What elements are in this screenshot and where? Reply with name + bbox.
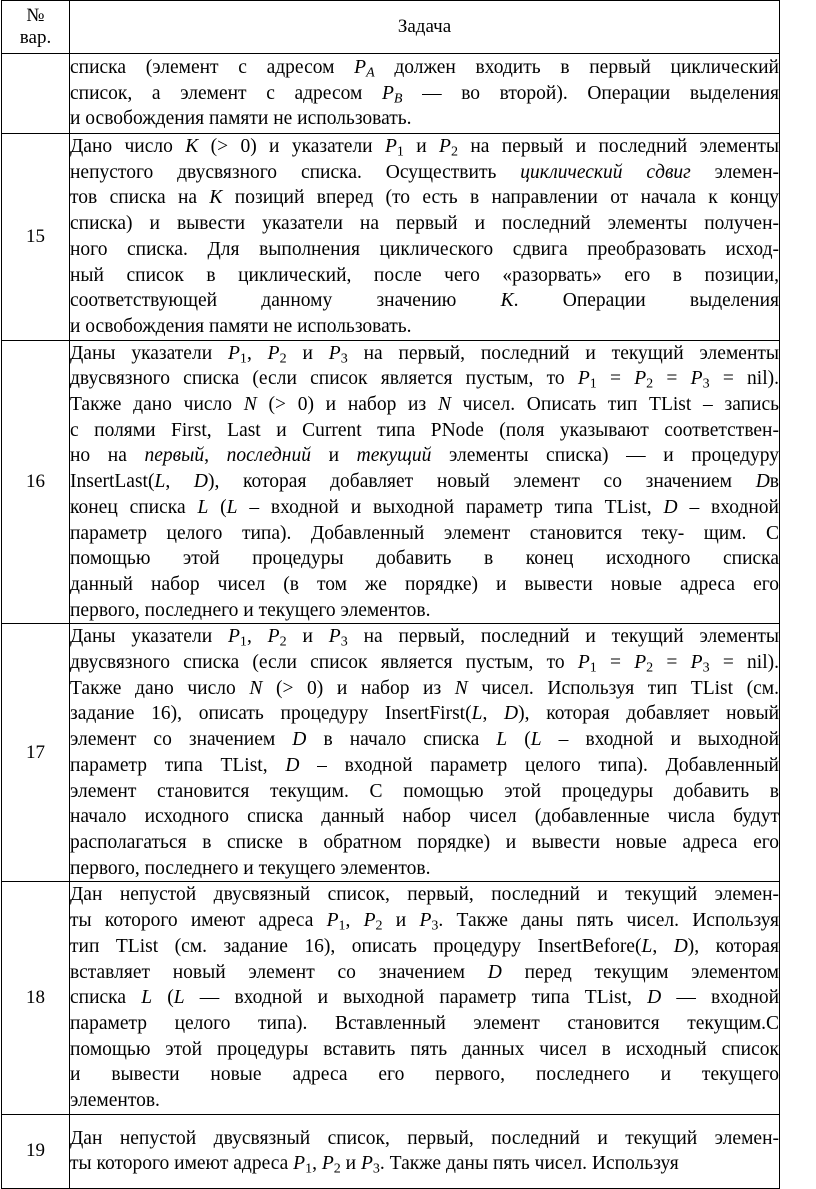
text-run: и освобождения памяти не использовать. (70, 108, 412, 130)
text-run: помощью этой процедуры вставить пять данных чисел в исходный список (70, 1038, 779, 1060)
text-run: . Также даны пять чисел. Используя (379, 1153, 679, 1175)
task-line (70, 288, 779, 314)
task-line (70, 495, 779, 521)
text-run: вставляет новый элемент со значением (70, 961, 488, 983)
text-run: список, а элемент с адресом (70, 82, 382, 104)
text-run: – входной и выходной (541, 729, 780, 751)
text-run: помощью этой процедуры добавить в конец исходного списка (70, 548, 779, 570)
subscript: 3 (702, 375, 710, 392)
task-line (70, 366, 779, 392)
text-run: ного списка. Для выполнения циклического сдвига преобразовать исход- (70, 238, 779, 260)
text-run: параметр целого типа). Вставленный элемент становится текущим.С (70, 1012, 779, 1034)
task-line (70, 985, 779, 1011)
italic-run: L (141, 987, 153, 1009)
text-run: перед текущим элементом (501, 961, 779, 983)
italic-run: P (354, 56, 367, 78)
subscript: A (366, 64, 375, 81)
text-run: — входной (661, 987, 779, 1009)
italic-run: P (267, 626, 280, 648)
text-run: тов списка на (70, 187, 210, 209)
italic-run: P (228, 342, 240, 364)
text-run: и (286, 626, 329, 648)
text-run: и (310, 445, 357, 467)
task-line (70, 1062, 779, 1088)
task-line (70, 314, 779, 340)
italic-run: P (439, 136, 451, 157)
task-line (70, 1151, 779, 1177)
task-line (70, 934, 779, 960)
task-line (70, 804, 779, 830)
text-run: начало исходного списка данный набор чисел (добавленные числа будут (70, 806, 779, 828)
text-run: Также дано число (70, 677, 250, 699)
italic-run: P (293, 1153, 306, 1175)
task-line (70, 106, 779, 132)
header-variant-label: вар. (19, 27, 52, 48)
text-run: в начало списка (306, 729, 497, 751)
italic-run: P (326, 910, 339, 932)
text-run: InsertLast( (70, 471, 155, 493)
italic-run: P (321, 1153, 334, 1175)
task-line (70, 960, 779, 986)
header-num-symbol: № (26, 5, 45, 26)
text-run: = (596, 652, 635, 674)
text-run: позиций вперед (то есть в направлении от начала к концу (222, 187, 779, 209)
text-run: данный набор чисел (в том же порядке) и вывести новые адреса его (70, 573, 779, 595)
subscript: 1 (239, 350, 247, 367)
variant-number: 15 (2, 134, 70, 341)
text-run: — входной и выходной параметр типа TList, (184, 987, 648, 1009)
text-run: , (652, 935, 674, 957)
italic-run: L (154, 471, 166, 493)
task-line (70, 753, 779, 779)
italic-run: P (360, 1153, 373, 1175)
text-run: параметр целого типа). Добавленный элемент становится теку- щим. С (70, 522, 779, 544)
text-run: , (246, 342, 268, 364)
text-run: на первый, последний и текущий элементы (347, 342, 779, 364)
italic-run: K (209, 187, 223, 209)
text-run: с полями First, Last и Current типа PNode (поля указывают соответствен- (70, 419, 779, 441)
task-row (2, 134, 780, 341)
text-run: = (653, 652, 691, 674)
italic-run: D (193, 471, 208, 493)
italic-run: N (243, 394, 257, 416)
italic-run: P (228, 626, 240, 648)
task-text (70, 1114, 780, 1188)
task-line (70, 81, 779, 107)
task-rows (2, 54, 780, 1189)
text-run: — во второй). Операции выделения (402, 82, 779, 104)
task-line (70, 443, 779, 469)
text-run: элемент со значением (70, 729, 293, 751)
subscript: 2 (279, 350, 287, 367)
italic-run: P (577, 652, 590, 674)
text-run: ты которого имеют адреса (70, 910, 327, 932)
task-line (70, 1126, 779, 1152)
variant-number: 17 (2, 624, 70, 882)
italic-run: N (249, 677, 263, 699)
text-run: тип TList (см. задание 16), описать процедуру InsertBefore( (70, 935, 642, 957)
text-run: конец списка (70, 496, 198, 518)
text-run: ты которого имеют адреса (70, 1153, 294, 1175)
text-run: первого, последнего и текущего элементов. (70, 857, 431, 879)
task-text (70, 54, 780, 134)
text-run: и освобождения памяти не использовать. (70, 315, 412, 337)
task-line (70, 676, 779, 702)
task-row (2, 624, 780, 882)
task-text (70, 134, 780, 341)
text-run: Даны указатели (70, 626, 228, 648)
subscript: 2 (333, 1160, 341, 1177)
task-line (70, 134, 779, 160)
text-run: , (204, 445, 227, 467)
subscript: B (393, 90, 403, 107)
task-row (2, 340, 780, 624)
text-run: = nil). (709, 368, 780, 390)
text-run: элементов. (70, 1090, 160, 1112)
italic-run: P (419, 910, 432, 932)
text-run: , (482, 703, 505, 725)
text-run: , (312, 1153, 322, 1175)
italic-run: D (647, 987, 662, 1009)
italic-run: L (530, 729, 542, 751)
task-line (70, 830, 779, 856)
subscript: 1 (589, 659, 597, 676)
header-task: Задача (70, 1, 780, 54)
text-run: соответствующей данному значению (70, 290, 501, 312)
text-run: ), которая (687, 935, 780, 957)
text-run: элемент становится текущим. С помощью этой процедуры добавить в (70, 780, 779, 802)
text-run: – входной параметр целого типа). Добавленный (299, 754, 779, 776)
subscript: 3 (431, 917, 439, 934)
text-run: = nil). (709, 652, 780, 674)
task-text (70, 624, 780, 882)
task-line (70, 882, 779, 908)
subscript: 1 (589, 375, 597, 392)
italic-run: L (641, 935, 653, 957)
task-line (70, 856, 779, 882)
task-line (70, 1088, 779, 1114)
italic-run: P (267, 342, 280, 364)
task-line (70, 55, 779, 81)
text-run: , (165, 471, 194, 493)
subscript: 3 (702, 659, 710, 676)
subscript: 1 (396, 143, 404, 160)
task-line (70, 779, 779, 805)
text-run: элементы списка) — и процедуру (431, 445, 780, 467)
text-run: списка (70, 987, 142, 1009)
text-run: на первый, последний и текущий элементы (347, 626, 779, 648)
italic-run: L (496, 729, 508, 751)
subscript: 3 (340, 350, 348, 367)
italic-run: D (755, 471, 770, 493)
text-run: (> 0) и набор из (256, 394, 438, 416)
italic-run: P (384, 136, 397, 157)
italic-run: K (500, 290, 514, 312)
italic-run: D (663, 496, 678, 518)
text-run: ), которая добавляет новый (518, 703, 780, 725)
task-line (70, 392, 779, 418)
italic-run: последний (226, 445, 311, 467)
italic-run: циклический сдвиг (520, 161, 691, 183)
italic-run: P (690, 368, 703, 390)
text-run: но на (70, 445, 145, 467)
text-run: двусвязного списка (если список является пустым, то (70, 368, 578, 390)
subscript: 2 (375, 917, 383, 934)
text-run: и вывести новые адреса его первого, последнего и текущего (70, 1064, 779, 1086)
task-text (70, 340, 780, 624)
subscript: 1 (305, 1160, 313, 1177)
task-line (70, 572, 779, 598)
text-run: должен входить в первый циклический (374, 56, 779, 78)
italic-run: K (185, 136, 199, 157)
italic-run: текущий (356, 445, 432, 467)
text-run: ( (208, 496, 227, 518)
italic-run: N (437, 394, 451, 416)
text-run: списка (элемент с адресом (70, 56, 355, 78)
task-line (70, 211, 779, 237)
text-run: списка) и вывести указатели на первый и последний элементы получен- (70, 213, 779, 235)
text-run: и (340, 1153, 361, 1175)
tasks-table (1, 0, 780, 1189)
italic-run: P (577, 368, 590, 390)
italic-run: L (471, 703, 483, 725)
task-line (70, 908, 779, 934)
text-run: ный список в циклический, после чего «разорвать» его в позиции, (70, 264, 779, 286)
header-row (2, 1, 780, 54)
text-run: ( (507, 729, 531, 751)
task-line (70, 185, 779, 211)
text-run: , (246, 626, 268, 648)
italic-run: P (381, 82, 394, 104)
italic-run: D (673, 935, 688, 957)
italic-run: L (226, 496, 238, 518)
text-run: и (382, 910, 420, 932)
text-run: Также дано число (70, 394, 244, 416)
italic-run: D (292, 729, 307, 751)
text-run: в (769, 471, 780, 493)
text-run: Дано число (70, 136, 186, 157)
variant-number: 18 (2, 882, 70, 1114)
text-run: Даны указатели (70, 342, 228, 364)
subscript: 1 (239, 633, 247, 650)
subscript: 2 (279, 633, 287, 650)
text-run: чисел. Используя тип TList (см. (467, 677, 779, 699)
text-run: и (286, 342, 329, 364)
task-line (70, 624, 779, 650)
text-run: ), которая добавляет новый элемент со значением (208, 471, 756, 493)
task-row (2, 1114, 780, 1188)
italic-run: первый (144, 445, 205, 467)
subscript: 1 (338, 917, 346, 934)
italic-run: L (173, 987, 185, 1009)
text-run: и (403, 136, 440, 157)
italic-run: P (328, 342, 341, 364)
text-run: первого, последнего и текущего элементов. (70, 599, 431, 621)
task-line (70, 546, 779, 572)
header-variant-number (2, 1, 70, 54)
italic-run: D (487, 961, 502, 983)
subscript: 2 (646, 659, 654, 676)
text-run: , (345, 910, 364, 932)
text-run: двусвязного списка (если список является пустым, то (70, 652, 578, 674)
text-run: Дан непустой двусвязный список, первый, последний и текущий элемен- (70, 1127, 779, 1149)
subscript: 3 (340, 633, 348, 650)
task-text (70, 882, 780, 1114)
text-run: на первый и последний элементы (457, 136, 779, 157)
variant-number (2, 54, 70, 134)
text-run: Дан непустой двусвязный список, первый, последний и текущий элемен- (70, 884, 779, 906)
text-run: – входной и выходной параметр типа TList, (237, 496, 664, 518)
task-line (70, 701, 779, 727)
task-line (70, 418, 779, 444)
task-line (70, 598, 779, 624)
text-run: – входной (677, 496, 779, 518)
task-line (70, 469, 779, 495)
text-run: располагаться в списке в обратном порядке) и вывести новые адреса его (70, 831, 779, 853)
subscript: 2 (646, 375, 654, 392)
text-run: (> 0) и указатели (198, 136, 385, 157)
text-run: = (653, 368, 691, 390)
task-line (70, 341, 779, 367)
text-run: чисел. Описать тип TList – запись (450, 394, 780, 416)
text-run: (> 0) и набор из (262, 677, 455, 699)
italic-run: P (690, 652, 703, 674)
subscript: 3 (372, 1160, 380, 1177)
italic-run: D (504, 703, 519, 725)
italic-run: L (197, 496, 209, 518)
task-row (2, 882, 780, 1114)
task-line (70, 237, 779, 263)
task-line (70, 1037, 779, 1063)
italic-run: P (328, 626, 341, 648)
text-run: = (596, 368, 635, 390)
text-run: непустого двусвязного списка. Осуществить (70, 161, 521, 183)
text-run: параметр типа TList, (70, 754, 286, 776)
subscript: 2 (450, 143, 458, 160)
task-line (70, 160, 779, 186)
italic-run: N (454, 677, 468, 699)
text-run: элемен- (690, 161, 780, 183)
italic-run: P (363, 910, 376, 932)
text-run: . Также даны пять чисел. Используя (438, 910, 780, 932)
italic-run: P (634, 652, 647, 674)
italic-run: D (285, 754, 300, 776)
task-line (70, 521, 779, 547)
text-run: . Операции выделения (513, 290, 779, 312)
task-line (70, 650, 779, 676)
text-run: задание 16), описать процедуру InsertFirst( (70, 703, 472, 725)
text-run: ( (152, 987, 174, 1009)
italic-run: P (634, 368, 647, 390)
task-row (2, 54, 780, 134)
variant-number: 19 (2, 1114, 70, 1188)
task-line (70, 1011, 779, 1037)
task-line (70, 263, 779, 289)
task-line (70, 727, 779, 753)
variant-number: 16 (2, 340, 70, 624)
